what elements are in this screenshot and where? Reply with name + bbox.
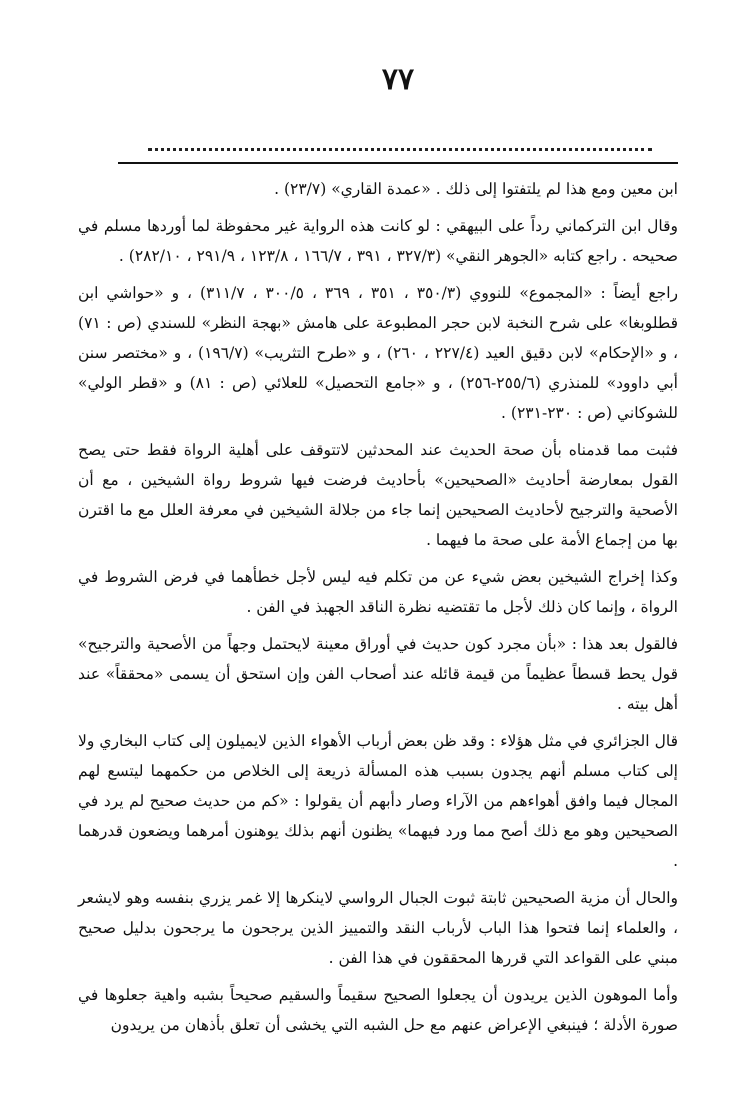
body-text	[78, 174, 678, 1040]
paragraph-4: فثبت مما قدمناه بأن صحة الحديث عند المحدثين لاتتوقف على أهلية الرواة فقط حتى يصح القول بمعارضة أحاديث «الصحيحين» بأحاديث فرضت فيها شروط رواة الشيخين ، مع أن الأصحية والترجيح لأحاديث الصحيحين إنما جاء من جلالة الشيخين في معرفة العلل مع ما اقترن بها من إجماع الأمة على صحة ما فيهما .	[78, 441, 678, 549]
paragraph-6: فالقول بعد هذا : «بأن مجرد كون حديث في أوراق معينة لايحتمل وجهاً من الأصحية والترجيح» قول يحط قسطاً عظيماً من قيمة قائله عند أصحاب الفن وإن استحق أن يسمى «محققاً» عند أهل بيته .	[78, 635, 678, 713]
header-separator	[78, 148, 678, 160]
solid-rule	[118, 162, 678, 164]
book-page	[78, 60, 678, 1100]
page-number: ٧٧	[381, 62, 415, 97]
paragraph-9: وأما الموهون الذين يريدون أن يجعلوا الصحيح سقيماً والسقيم صحيحاً بشبه واهية جعلوها في صورة الأدلة ؛ فينبغي الإعراض عنهم مع حل الشبه التي يخشى أن تعلق بأذهان من يريدون	[78, 986, 678, 1034]
paragraph-8: والحال أن مزية الصحيحين ثابتة ثبوت الجبال الرواسي لاينكرها إلا غمر يزري بنفسه وهو لايشعر ، والعلماء إنما فتحوا هذا الباب لأرباب النقد والتمييز الذين يرجحون ما يرجحون بدليل صحيح مبني على القواعد التي قررها المحققون في هذا الفن .	[78, 889, 678, 967]
paragraph-1: ابن معين ومع هذا لم يلتفتوا إلى ذلك . «عمدة القاري» (٢٣/٧) .	[274, 180, 678, 198]
paragraph-2: وقال ابن التركماني رداً على البيهقي : لو كانت هذه الرواية غير محفوظة لما أوردها مسلم في صحيحه . راجع كتابه «الجوهر النقي» (٣٢٧/٣ ، ٣٩١ ، ١٦٦/٧ ، ١٢٣/٨ ، ٢٩١/٩ ، ٢٨٢/١٠) .	[78, 217, 678, 265]
dotted-rule	[148, 148, 652, 151]
paragraph-5: وكذا إخراج الشيخين بعض شيء عن من تكلم فيه ليس لأجل خطأهما في فرض الشروط في الرواة ، وإنما كان ذلك لأجل ما تقتضيه نظرة الناقد الجهبذ في الفن .	[78, 568, 678, 616]
paragraph-3: راجع أيضاً : «المجموع» للنووي (٣٥٠/٣ ، ٣٥١ ، ٣٦٩ ، ٣٠٠/٥ ، ٣١١/٧) ، و «حواشي ابن قطلوبغا» على شرح النخبة لابن حجر المطبوعة على هامش «بهجة النظر» للسندي (ص : ٧١) ، و «الإحكام» لابن دقيق العيد (٢٢٧/٤ ، ٢٦٠) ، و «طرح التثريب» (١٩٦/٧) ، و «مختصر سنن أبي داوود» للمنذري (٢٥٥/٦-٢٥٦) ، و «جامع التحصيل» للعلائي (ص : ٨١) و «قطر الولي» للشوكاني (ص : ٢٣٠-٢٣١) .	[78, 284, 679, 422]
paragraph-7: قال الجزائري في مثل هؤلاء : وقد ظن بعض أرباب الأهواء الذين لايميلون إلى كتاب البخاري ولا إلى كتاب مسلم أنهم يجدون بسبب هذه المسألة ذريعة إلى الخلاص من حكمهما ليتسع لهم المجال فيما وافق أهواءهم من الآراء وصار دأبهم أن يقولوا : «كم من حديث صحيح لم يرد في الصحيحين وهو مع ذلك أصح مما ورد فيهما» يظنون أنهم بذلك يوهنون أمرهما ويضعون قدرهما .	[78, 732, 678, 870]
